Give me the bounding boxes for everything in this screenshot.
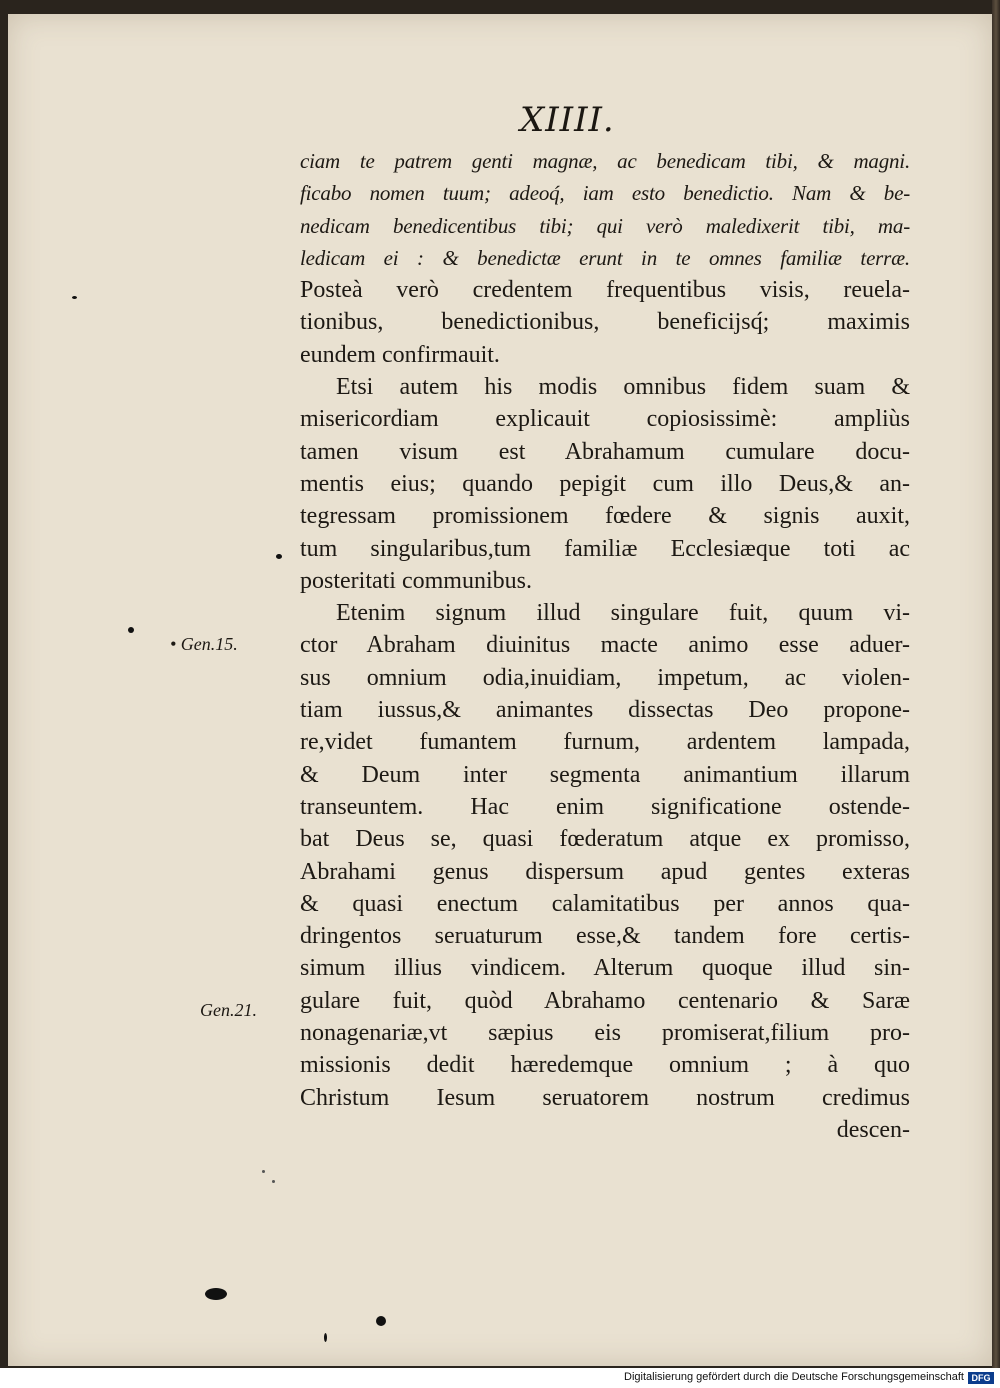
ink-speck xyxy=(72,296,77,299)
text-line: Abrahami genus dispersum apud gentes exteras xyxy=(300,858,910,885)
marginal-reference: • Gen.15. xyxy=(170,634,238,654)
text-line: nonagenariæ,vt sæpius eis promiserat,filium pro- xyxy=(300,1020,910,1047)
text-line: ficabo nomen tuum; adeoq́, iam esto benedictio. Nam & be- xyxy=(300,181,910,206)
text-line: simum illius vindicem. Alterum quoque illud sin- xyxy=(300,955,910,982)
text-line: posteritati communibus. xyxy=(300,567,532,594)
catchword: descen- xyxy=(836,1116,910,1143)
ink-speck xyxy=(324,1333,327,1342)
text-line: transeuntem. Hac enim significatione ostende- xyxy=(300,793,910,820)
dfg-logo: DFG xyxy=(968,1372,994,1384)
text-line: eundem confirmauit. xyxy=(300,341,500,368)
text-line: nedicam benedicentibus tibi; qui verò maledixerit tibi, ma- xyxy=(300,213,910,238)
body-text xyxy=(300,145,910,1146)
text-line: & quasi enectum calamitatibus per annos qua- xyxy=(300,890,910,917)
text-line: missionis dedit hæredemque omnium ; à quo xyxy=(300,1052,910,1079)
page-folio: XIIII. xyxy=(520,100,615,140)
text-line: Posteà verò credentem frequentibus visis, reuela- xyxy=(300,277,910,304)
ink-speck xyxy=(128,627,134,633)
text-line: tum singularibus,tum familiæ Ecclesiæque toti ac xyxy=(300,535,910,562)
text-line: Etsi autem his modis omnibus fidem suam & xyxy=(336,374,910,401)
text-line: mentis eius; quando pepigit cum illo Deus,& an- xyxy=(300,470,910,497)
ink-speck xyxy=(276,554,282,559)
text-line: tiam iussus,& animantes dissectas Deo propone- xyxy=(300,697,910,724)
text-line: sus omnium odia,inuidiam, impetum, ac violen- xyxy=(300,664,910,691)
text-line: gulare fuit, quòd Abrahamo centenario & Saræ xyxy=(300,987,910,1014)
text-line: Christum Iesum seruatorem nostrum credimus xyxy=(300,1084,910,1111)
text-line: misericordiam explicauit copiosissimè: ampliùs xyxy=(300,406,910,433)
page-edge xyxy=(992,0,1000,1368)
text-line: ciam te patrem genti magnæ, ac benedicam tibi, & magni. xyxy=(300,149,910,173)
text-line: tamen visum est Abrahamum cumulare docu- xyxy=(300,438,910,465)
text-line: re,videt fumantem furnum, ardentem lampada, xyxy=(300,729,910,756)
ink-blot xyxy=(205,1288,227,1300)
text-line: ledicam ei : & benedictæ erunt in te omnes familiæ terræ. xyxy=(300,245,910,270)
text-line: ctor Abraham diuinitus macte animo esse aduer- xyxy=(300,632,910,659)
marginal-reference: Gen.21. xyxy=(200,1000,257,1020)
text-line: tegressam promissionem fœdere & signis auxit, xyxy=(300,503,910,530)
ink-speck xyxy=(272,1180,275,1183)
text-line: Etenim signum illud singulare fuit, quum vi- xyxy=(336,600,910,627)
ink-speck xyxy=(376,1316,386,1326)
ink-speck xyxy=(262,1170,265,1173)
footer-bar xyxy=(0,1368,1000,1388)
text-line: dringentos seruaturum esse,& tandem fore certis- xyxy=(300,923,910,950)
footer-credit: Digitalisierung gefördert durch die Deutsche Forschungsgemeinschaft xyxy=(624,1371,964,1383)
text-line: & Deum inter segmenta animantium illarum xyxy=(300,761,910,788)
text-line: tionibus, benedictionibus, beneficijsq́; maximis xyxy=(300,309,910,336)
text-line: bat Deus se, quasi fœderatum atque ex promisso, xyxy=(300,826,910,853)
